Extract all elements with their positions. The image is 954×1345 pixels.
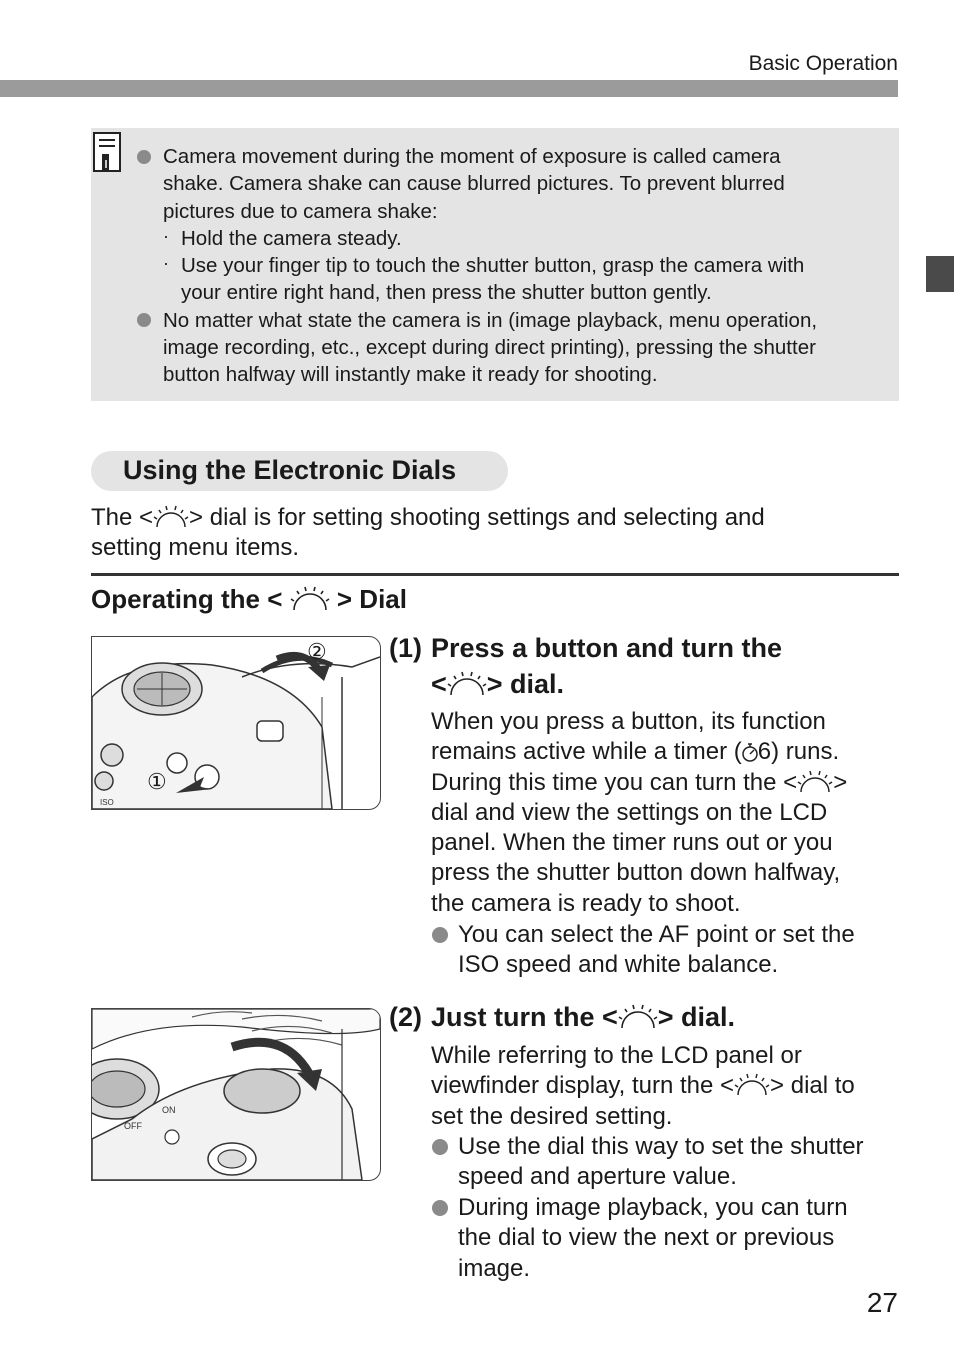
- sub-bullet: ·: [163, 253, 169, 273]
- note-line: shake. Camera shake can cause blurred pictures. To prevent blurred: [163, 172, 785, 195]
- section-title: Using the Electronic Dials: [123, 455, 457, 485]
- intro-text: setting menu items.: [91, 534, 300, 561]
- on-label: ON: [162, 1105, 176, 1115]
- subsection-title: [91, 584, 407, 615]
- step-title-text: > dial.: [657, 1002, 736, 1032]
- body-line: image.: [458, 1254, 531, 1282]
- main-dial-icon: [618, 1004, 658, 1030]
- note-line: Hold the camera steady.: [181, 227, 402, 250]
- subsection-text: > Dial: [336, 584, 407, 614]
- main-dial-icon: [734, 1073, 770, 1097]
- body-text: viewfinder display, turn the <: [431, 1072, 735, 1100]
- body-line: While referring to the LCD panel or: [431, 1042, 802, 1069]
- camera-illustration: [92, 637, 380, 809]
- callout-1: ①: [147, 769, 167, 794]
- sub-bullet: ·: [163, 226, 169, 246]
- body-line: speed and aperture value.: [458, 1163, 737, 1191]
- body-line: [431, 737, 901, 767]
- bullet-dot: [137, 150, 151, 164]
- callout-2: ②: [307, 639, 327, 664]
- body-text: >: [833, 768, 848, 796]
- section-intro: [91, 503, 891, 563]
- off-label: OFF: [124, 1121, 142, 1131]
- bullet-dot: [137, 313, 151, 327]
- main-dial-icon: [290, 586, 330, 612]
- intro-text: The <: [91, 504, 154, 531]
- camera-photo-press-button: [91, 636, 381, 810]
- body-line: the dial to view the next or previous: [458, 1224, 835, 1252]
- body-line: [431, 1071, 901, 1101]
- step2-bullet: [458, 1132, 864, 1193]
- note-line: your entire right hand, then press the shutter button gently.: [181, 281, 712, 304]
- body-line: dial and view the settings on the LCD: [431, 798, 828, 826]
- note-line: Use your finger tip to touch the shutter button, grasp the camera with: [181, 254, 805, 277]
- body-line: [431, 768, 901, 798]
- note-line: Camera movement during the moment of exposure is called camera: [163, 145, 781, 168]
- body-line: When you press a button, its function: [431, 708, 826, 735]
- step-title: Press a button and turn the: [431, 633, 783, 663]
- header-rule: [0, 80, 898, 97]
- section-heading: [91, 451, 508, 491]
- main-dial-icon: [153, 505, 189, 529]
- page-number: 27: [866, 1287, 898, 1318]
- running-header: Basic Operation: [748, 52, 898, 75]
- step-title-text: > dial.: [486, 669, 565, 699]
- body-line: set the desired setting.: [431, 1102, 673, 1130]
- iso-label: ISO: [100, 798, 114, 807]
- step2-bullet: [458, 1193, 848, 1284]
- step-number: (1): [389, 633, 422, 663]
- bullet-dot: [432, 1139, 448, 1155]
- step-title-text: Just turn the <: [431, 1002, 618, 1032]
- body-line: ISO speed and white balance.: [458, 951, 779, 979]
- body-text: ) runs.: [771, 738, 840, 766]
- note-line: pictures due to camera shake:: [163, 200, 438, 223]
- note-box: [91, 128, 899, 401]
- step2-body: [431, 1041, 901, 1132]
- body-text: remains active while a timer (: [431, 738, 742, 766]
- main-dial-icon: [447, 671, 487, 697]
- step1-body: [431, 707, 901, 919]
- chapter-tab: [926, 256, 954, 292]
- body-line: panel. When the timer runs out or you: [431, 829, 833, 857]
- camera-photo-turn-dial: [91, 1008, 381, 1181]
- timer-seconds: 6: [757, 738, 772, 766]
- note-icon: [93, 132, 125, 176]
- main-dial-icon: [797, 770, 833, 794]
- bullet-dot: [432, 927, 448, 943]
- note-line: button halfway will instantly make it ready for shooting.: [163, 363, 658, 386]
- body-line: During image playback, you can turn: [458, 1194, 848, 1221]
- body-text: During this time you can turn the <: [431, 768, 798, 796]
- step1-bullet: [458, 920, 855, 981]
- body-line: Use the dial this way to set the shutter: [458, 1133, 864, 1160]
- body-line: press the shutter button down halfway,: [431, 859, 841, 887]
- camera-illustration: [92, 1009, 380, 1180]
- note-line: image recording, etc., except during direct printing), pressing the shutter: [163, 336, 816, 359]
- note-line: No matter what state the camera is in (image playback, menu operation,: [163, 309, 818, 332]
- step-title-text: <: [431, 669, 447, 699]
- intro-text: > dial is for setting shooting settings and selecting and: [189, 504, 765, 531]
- bullet-dot: [432, 1200, 448, 1216]
- step-title: [431, 999, 735, 1035]
- body-text: > dial to: [770, 1072, 855, 1100]
- body-line: the camera is ready to shoot.: [431, 889, 741, 917]
- subsection-text: Operating the <: [91, 584, 283, 614]
- step-number: (2): [389, 1002, 422, 1032]
- body-line: You can select the AF point or set the: [458, 921, 855, 948]
- subsection-rule: [91, 573, 899, 576]
- timer-icon: [742, 741, 758, 763]
- step-title-line2: [431, 666, 564, 702]
